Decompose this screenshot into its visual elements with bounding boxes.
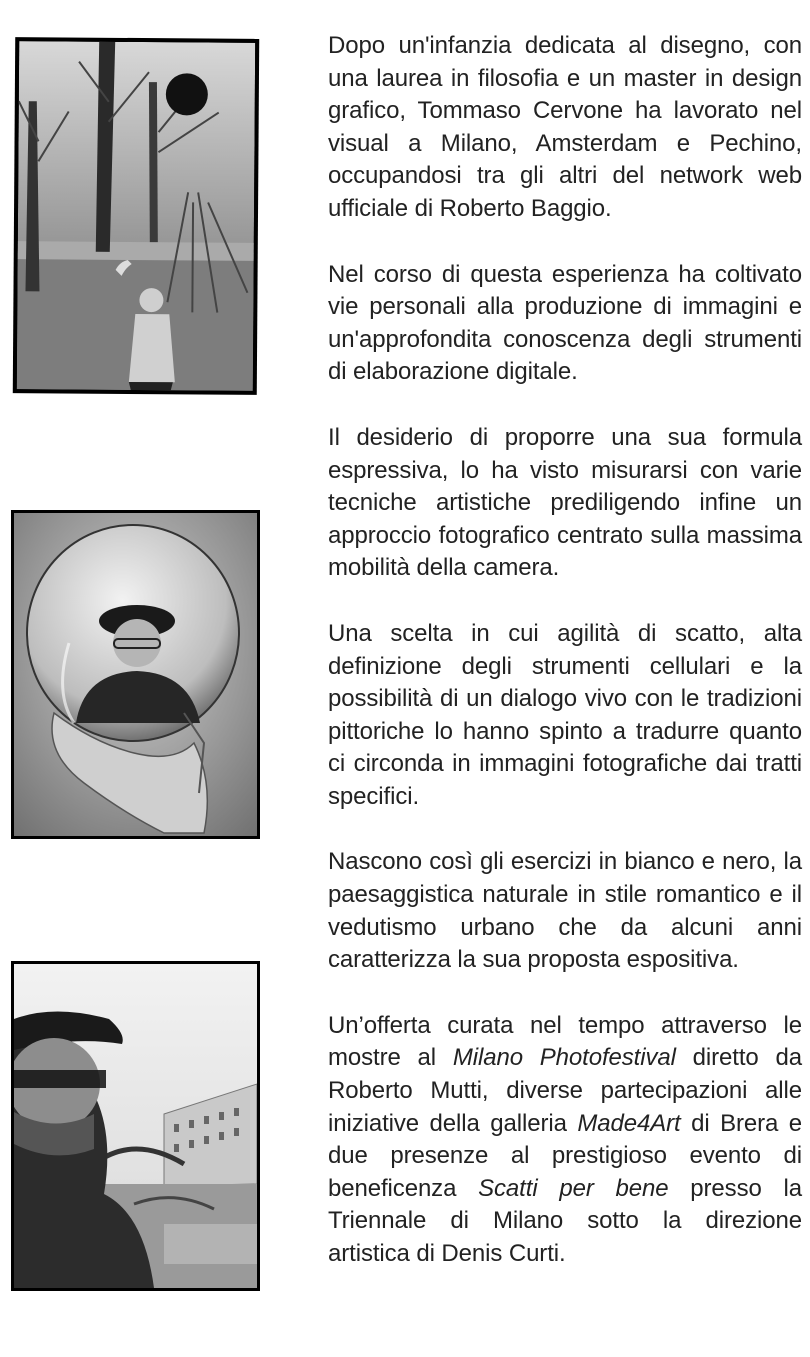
exhibitions-text-1: Un’offerta curata nel tempo attraverso le mostre al	[328, 1011, 802, 1072]
event-name: Scatti per bene	[478, 1174, 669, 1202]
exhibitions-text-3: di Brera e due presenze al prestigioso evento di beneficenza	[328, 1109, 803, 1202]
biography-text	[328, 30, 802, 1304]
exhibitions-text-4: presso la Triennale di Milano sotto la direzione artistica di Denis Curti.	[328, 1174, 802, 1267]
paragraph-exhibitions	[328, 1010, 802, 1271]
exhibitions-text-2: diretto da Roberto Mutti, diverse partecipazioni alle iniziative della galleria	[328, 1044, 802, 1137]
photo-sphere-self-portrait	[11, 510, 260, 839]
gallery-name: Made4Art	[577, 1109, 681, 1137]
festival-name: Milano Photofestival	[452, 1044, 676, 1072]
paragraph-expression: Il desiderio di proporre una sua formula espressiva, lo ha visto misurarsi con varie tecniche artistiche prediligendo infine un approccio fotografico centrato sulla massima mobilità della camera.	[328, 423, 802, 582]
paragraph-education: Dopo un'infanzia dedicata al disegno, con una laurea in filosofia e un master in design grafico, Tommaso Cervone ha lavorato nel visual a Milano, Amsterdam e Pechino, occupandosi tra gli altri del network web ufficiale di Roberto Baggio.	[328, 32, 802, 222]
photo-child-balloon	[13, 37, 259, 395]
paragraph-technique: Una scelta in cui agilità di scatto, alta definizione degli strumenti cellulari e la possibilità di un dialogo vivo con le tradizioni pittoriche lo hanno spinto a tradurre quanto ci circonda in immagini fotografiche dai tratti specifici.	[328, 619, 802, 810]
paragraph-experience: Nel corso di questa esperienza ha coltivato vie personali alla produzione di immagini e un'approfondita conoscenza degli strumenti di elaborazione digitale.	[328, 260, 802, 386]
paragraph-genres: Nascono così gli esercizi in bianco e nero, la paesaggistica naturale in stile romantico e il vedutismo urbano che da alcuni anni caratterizza la sua proposta espositiva.	[328, 848, 802, 974]
photo-selfie-canal	[11, 961, 260, 1291]
